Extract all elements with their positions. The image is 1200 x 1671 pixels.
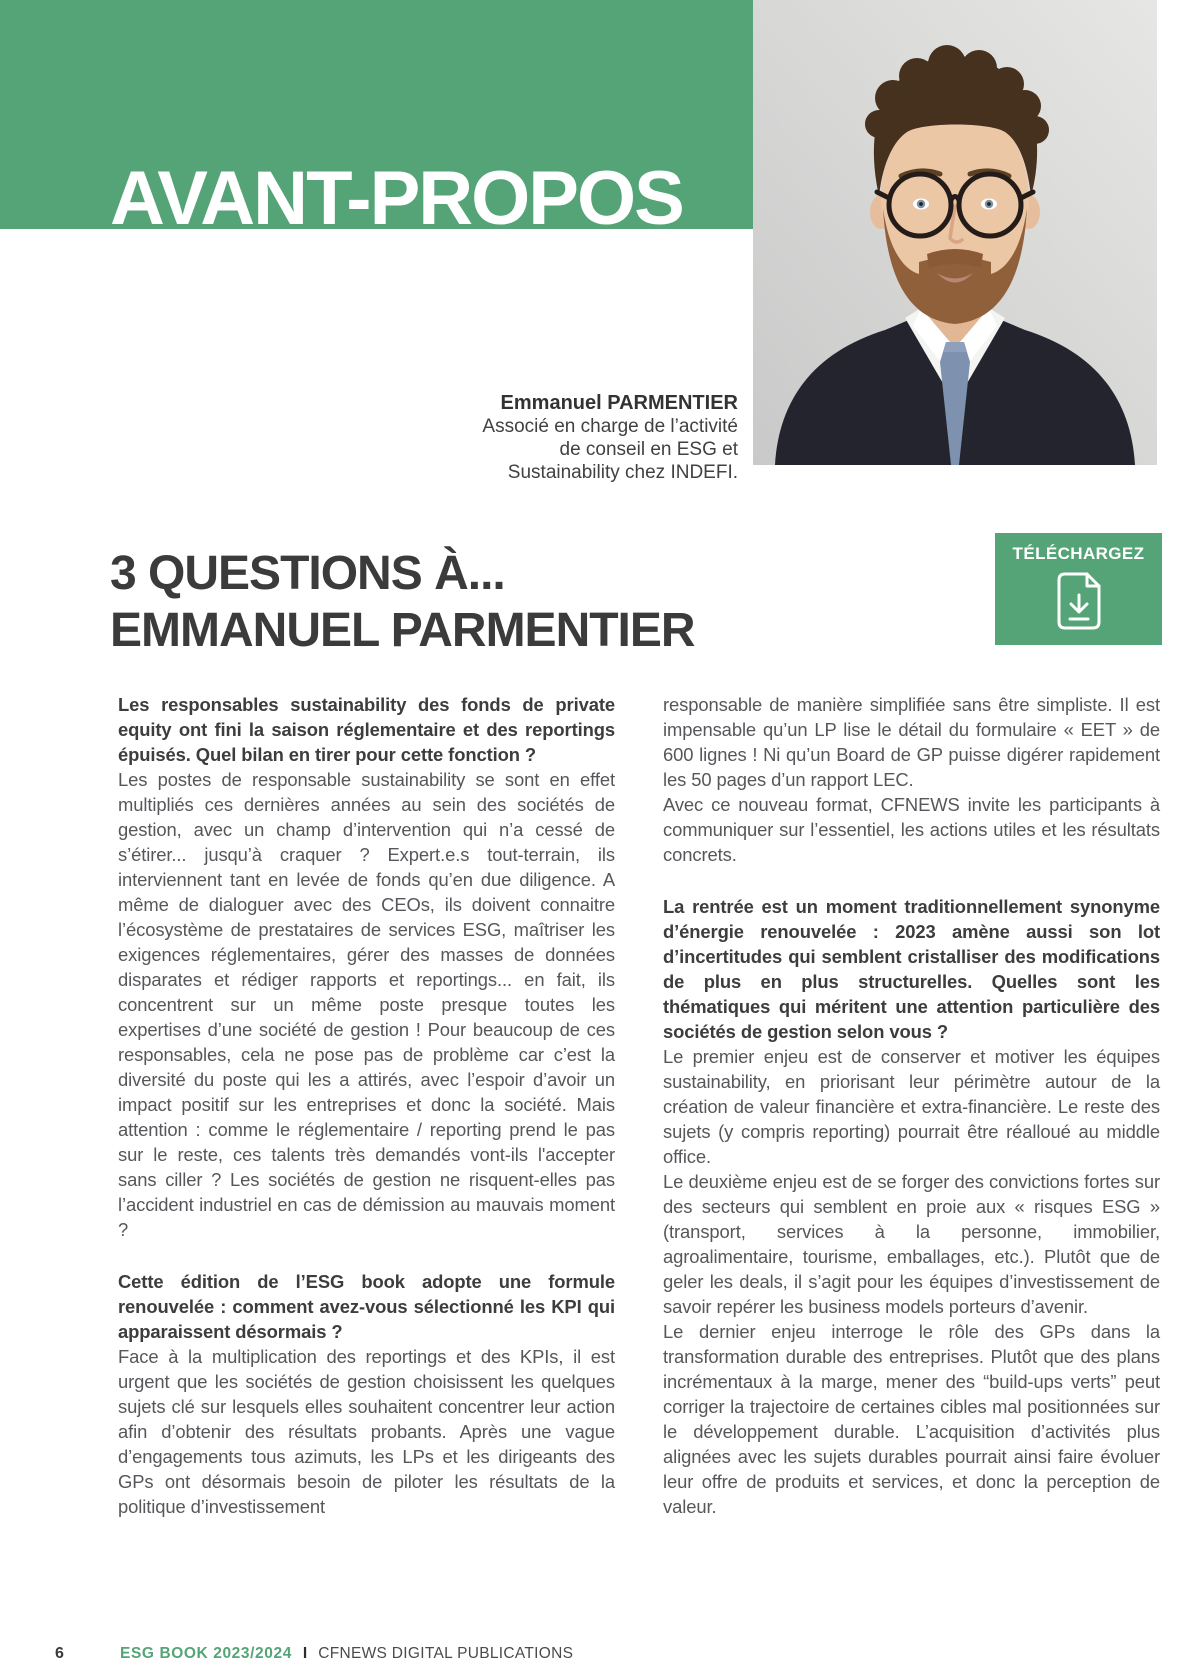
- footer-separator: I: [302, 1645, 308, 1662]
- headline-line-1: 3 QUESTIONS À...: [110, 547, 505, 600]
- answer-1: Les postes de responsable sustainability se sont en effet multipliés ces dernières années au sein des sociétés de gestion, avec un champ d’intervention qui n’a cessé de s’étirer... jusqu’à craquer ? Expert.e.s tout-terrain, ils interviennent tant en levée de fonds qu’en due diligence. A même de dialoguer avec des CEOs, ils doivent connaitre l’écosystème de prestataires de services ESG, maîtriser les exigences réglementaires, gérer des masses de données disparates et rédiger rapports et reportings... en fait, ils concentrent sur un même poste presque toutes les expertises d’une société de gestion ! Pour beaucoup de ces responsables, cela ne pose pas de problème car c’est la diversité du poste qui les a attirés, avec l’espoir d’avoir un impact positif sur les entreprises et donc la société. Mais attention : comme le réglementaire / reporting prend le pas sur le reste, ces talents très demandés vont-ils l'accepter sans ciller ? Les sociétés de gestion ne risquent-elles pas l’accident industriel en cas de démission au mauvais moment ?: [118, 769, 615, 1240]
- caption-line: Associé en charge de l’activité: [482, 416, 738, 437]
- portrait-caption: [482, 392, 738, 484]
- answer-3-paragraph-3: Le dernier enjeu interroge le rôle des GPs dans la transformation durable des entreprises. Plutôt que des plans incrémentaux à la marge, mener des “build-ups verts” peut corriger la trajectoire de certaines cibles mal positionnées sur le développement durable. L’acquisition d’activités plus alignées avec les sujets durables pourrait ainsi faire évoluer leur offre de produits et services, et donc la perception de valeur.: [663, 1321, 1160, 1517]
- question-3: La rentrée est un moment traditionnellement synonyme d’énergie renouvelée : 2023 amène aussi son lot d’incertitudes qui semblent cristalliser des modifications de plus en plus structurelles. Quelles sont les thématiques qui méritent une attention particulière des sociétés de gestion selon vous ?: [663, 896, 1160, 1042]
- footer-book-title: ESG BOOK 2023/2024: [120, 1645, 292, 1662]
- footer: [120, 1645, 573, 1663]
- answer-3-paragraph-2: Le deuxième enjeu est de se forger des convictions fortes sur des secteurs qui semblent en proie aux « risques ESG » (transport, services à la personne, immobilier, agroalimentaire, tourisme, emballages, etc.). Plutôt que de geler les deals, il s’agit pour les équipes d’investissement de savoir repérer les business models porteurs d’avenir.: [663, 1171, 1160, 1317]
- page-title: AVANT-PROPOS: [110, 156, 683, 229]
- answer-2-part-2: responsable de manière simplifiée sans être simpliste. Il est impensable qu’un LP lise le détail du formulaire « EET » de 600 lignes ! Ni qu’un Board de GP puisse digérer rapidement les 50 pages d’un rapport LEC.: [663, 694, 1160, 790]
- question-2: Cette édition de l’ESG book adopte une formule renouvelée : comment avez-vous sélectionné les KPI qui apparaissent désormais ?: [118, 1271, 615, 1342]
- question-1: Les responsables sustainability des fonds de private equity ont fini la saison réglementaire et des reportings épuisés. Quel bilan en tirer pour cette fonction ?: [118, 694, 615, 765]
- headline-line-2: EMMANUEL PARMENTIER: [110, 604, 695, 657]
- page-number: 6: [55, 1645, 64, 1662]
- answer-2-part-3: Avec ce nouveau format, CFNEWS invite les participants à communiquer sur l’essentiel, les actions utiles et les résultats concrets.: [663, 794, 1160, 865]
- answer-2-part-1: Face à la multiplication des reportings et des KPIs, il est urgent que les sociétés de gestion choisissent les quelques sujets clé sur lesquels elles souhaitent concentrer leur action afin d’obtenir des résultats probants. Après une vague d’engagements tous azimuts, les LPs et les dirigeants des GPs ont désormais besoin de piloter les résultats de la politique d’investissement: [118, 1346, 615, 1517]
- download-button-label: TÉLÉCHARGEZ: [1012, 544, 1145, 563]
- banner-green-block: [0, 0, 753, 229]
- caption-name: Emmanuel PARMENTIER: [500, 392, 738, 414]
- footer-publisher: CFNEWS DIGITAL PUBLICATIONS: [318, 1645, 574, 1662]
- article-headline: [110, 545, 695, 659]
- interview-column-left: [118, 692, 615, 1519]
- interview-column-right: [663, 692, 1160, 1519]
- caption-line: Sustainability chez INDEFI.: [507, 462, 738, 483]
- answer-3-paragraph-1: Le premier enjeu est de conserver et motiver les équipes sustainability, en priorisant leur périmètre autour de la création de valeur financière et extra-financière. Le reste des sujets (y compris reporting) pourrait être réalloué au middle office.: [663, 1046, 1160, 1167]
- caption-line: de conseil en ESG et: [559, 439, 738, 460]
- portrait-photo: [753, 0, 1157, 465]
- download-document-icon: [1055, 571, 1103, 634]
- download-button[interactable]: [995, 533, 1162, 645]
